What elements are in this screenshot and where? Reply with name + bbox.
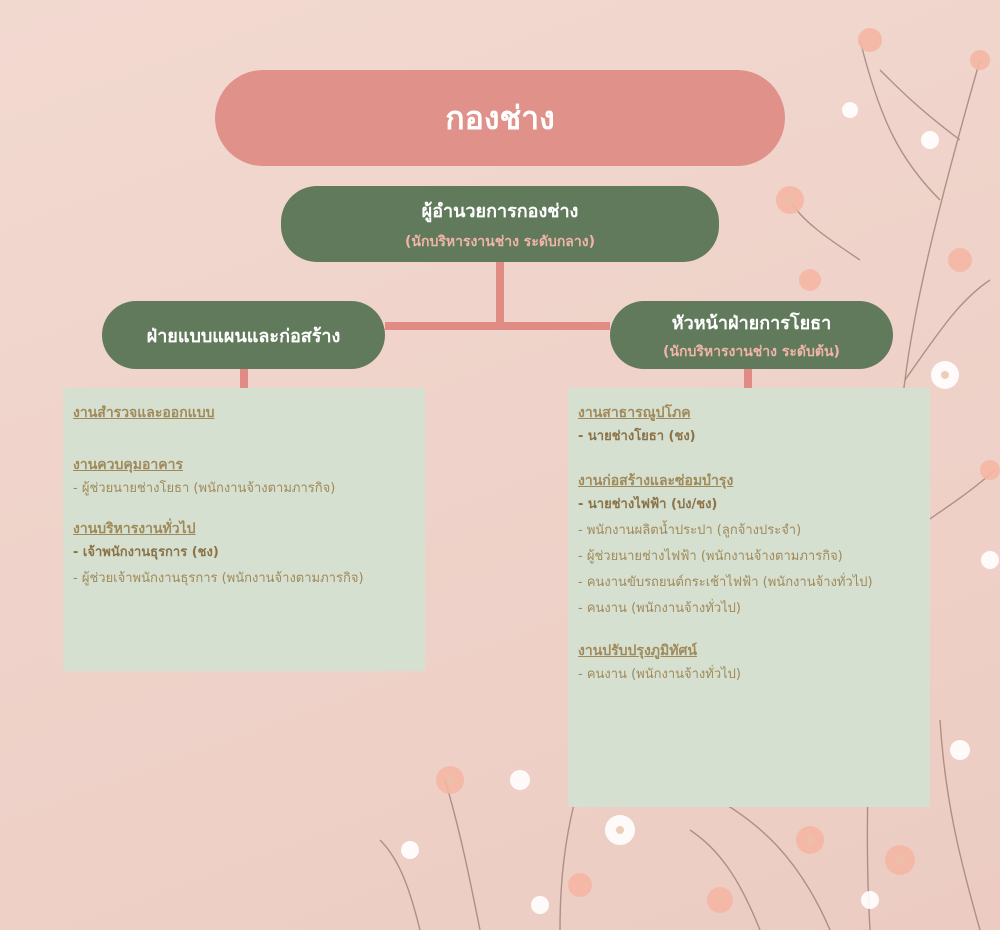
left-division-panel <box>63 388 425 671</box>
right-division-panel <box>568 388 930 807</box>
list-item: - คนงาน (พนักงานจ้างทั่วไป) <box>578 667 742 682</box>
right-division-subtitle: (นักบริหารงานช่าง ระดับต้น) <box>663 343 840 360</box>
connector-horizontal <box>385 322 610 330</box>
section <box>578 470 920 622</box>
section <box>578 640 920 688</box>
section <box>73 454 415 502</box>
section-title: งานควบคุมอาคาร <box>73 457 183 473</box>
list-item: - คนงานขับรถยนต์กระเช้าไฟฟ้า (พนักงานจ้างทั่วไป) <box>578 575 873 590</box>
list-item: - ผู้ช่วยนายช่างไฟฟ้า (พนักงานจ้างตามภารกิจ) <box>578 549 843 564</box>
list-item: - เจ้าพนักงานธุรการ (ชง) <box>73 545 219 560</box>
connector-left-panel <box>240 369 248 388</box>
section-title: งานก่อสร้างและซ่อมบำรุง <box>578 473 734 489</box>
section-title: งานปรับปรุงภูมิทัศน์ <box>578 643 697 659</box>
list-item: - นายช่างไฟฟ้า (ปง/ชง) <box>578 497 718 512</box>
section-title: งานสาธารณูปโภค <box>578 405 691 421</box>
left-division-title: ฝ่ายแบบแผนและก่อสร้าง <box>146 325 341 347</box>
director-subtitle: (นักบริหารงานช่าง ระดับกลาง) <box>405 233 595 250</box>
page-title <box>215 70 785 166</box>
list-item: - นายช่างโยธา (ชง) <box>578 429 696 444</box>
list-item: - ผู้ช่วยนายช่างโยธา (พนักงานจ้างตามภารกิจ) <box>73 481 336 496</box>
section-title: งานบริหารงานทั่วไป <box>73 521 196 537</box>
list-item: - พนักงานผลิตน้ำประปา (ลูกจ้างประจำ) <box>578 523 802 538</box>
section <box>578 402 920 450</box>
right-division-title: หัวหน้าฝ่ายการโยธา <box>671 312 832 334</box>
director-title: ผู้อำนวยการกองช่าง <box>421 200 579 222</box>
section <box>73 518 415 592</box>
connector-right-panel <box>744 369 752 388</box>
left-division-node <box>102 301 385 369</box>
section <box>73 402 415 424</box>
connector-director-vertical <box>496 262 504 326</box>
right-division-node <box>610 301 893 369</box>
director-node <box>281 186 719 262</box>
list-item: - คนงาน (พนักงานจ้างทั่วไป) <box>578 601 742 616</box>
section-title: งานสำรวจและออกแบบ <box>73 405 215 421</box>
page-title-text: กองช่าง <box>445 98 555 137</box>
list-item: - ผู้ช่วยเจ้าพนักงานธุรการ (พนักงานจ้างตามภารกิจ) <box>73 571 364 586</box>
